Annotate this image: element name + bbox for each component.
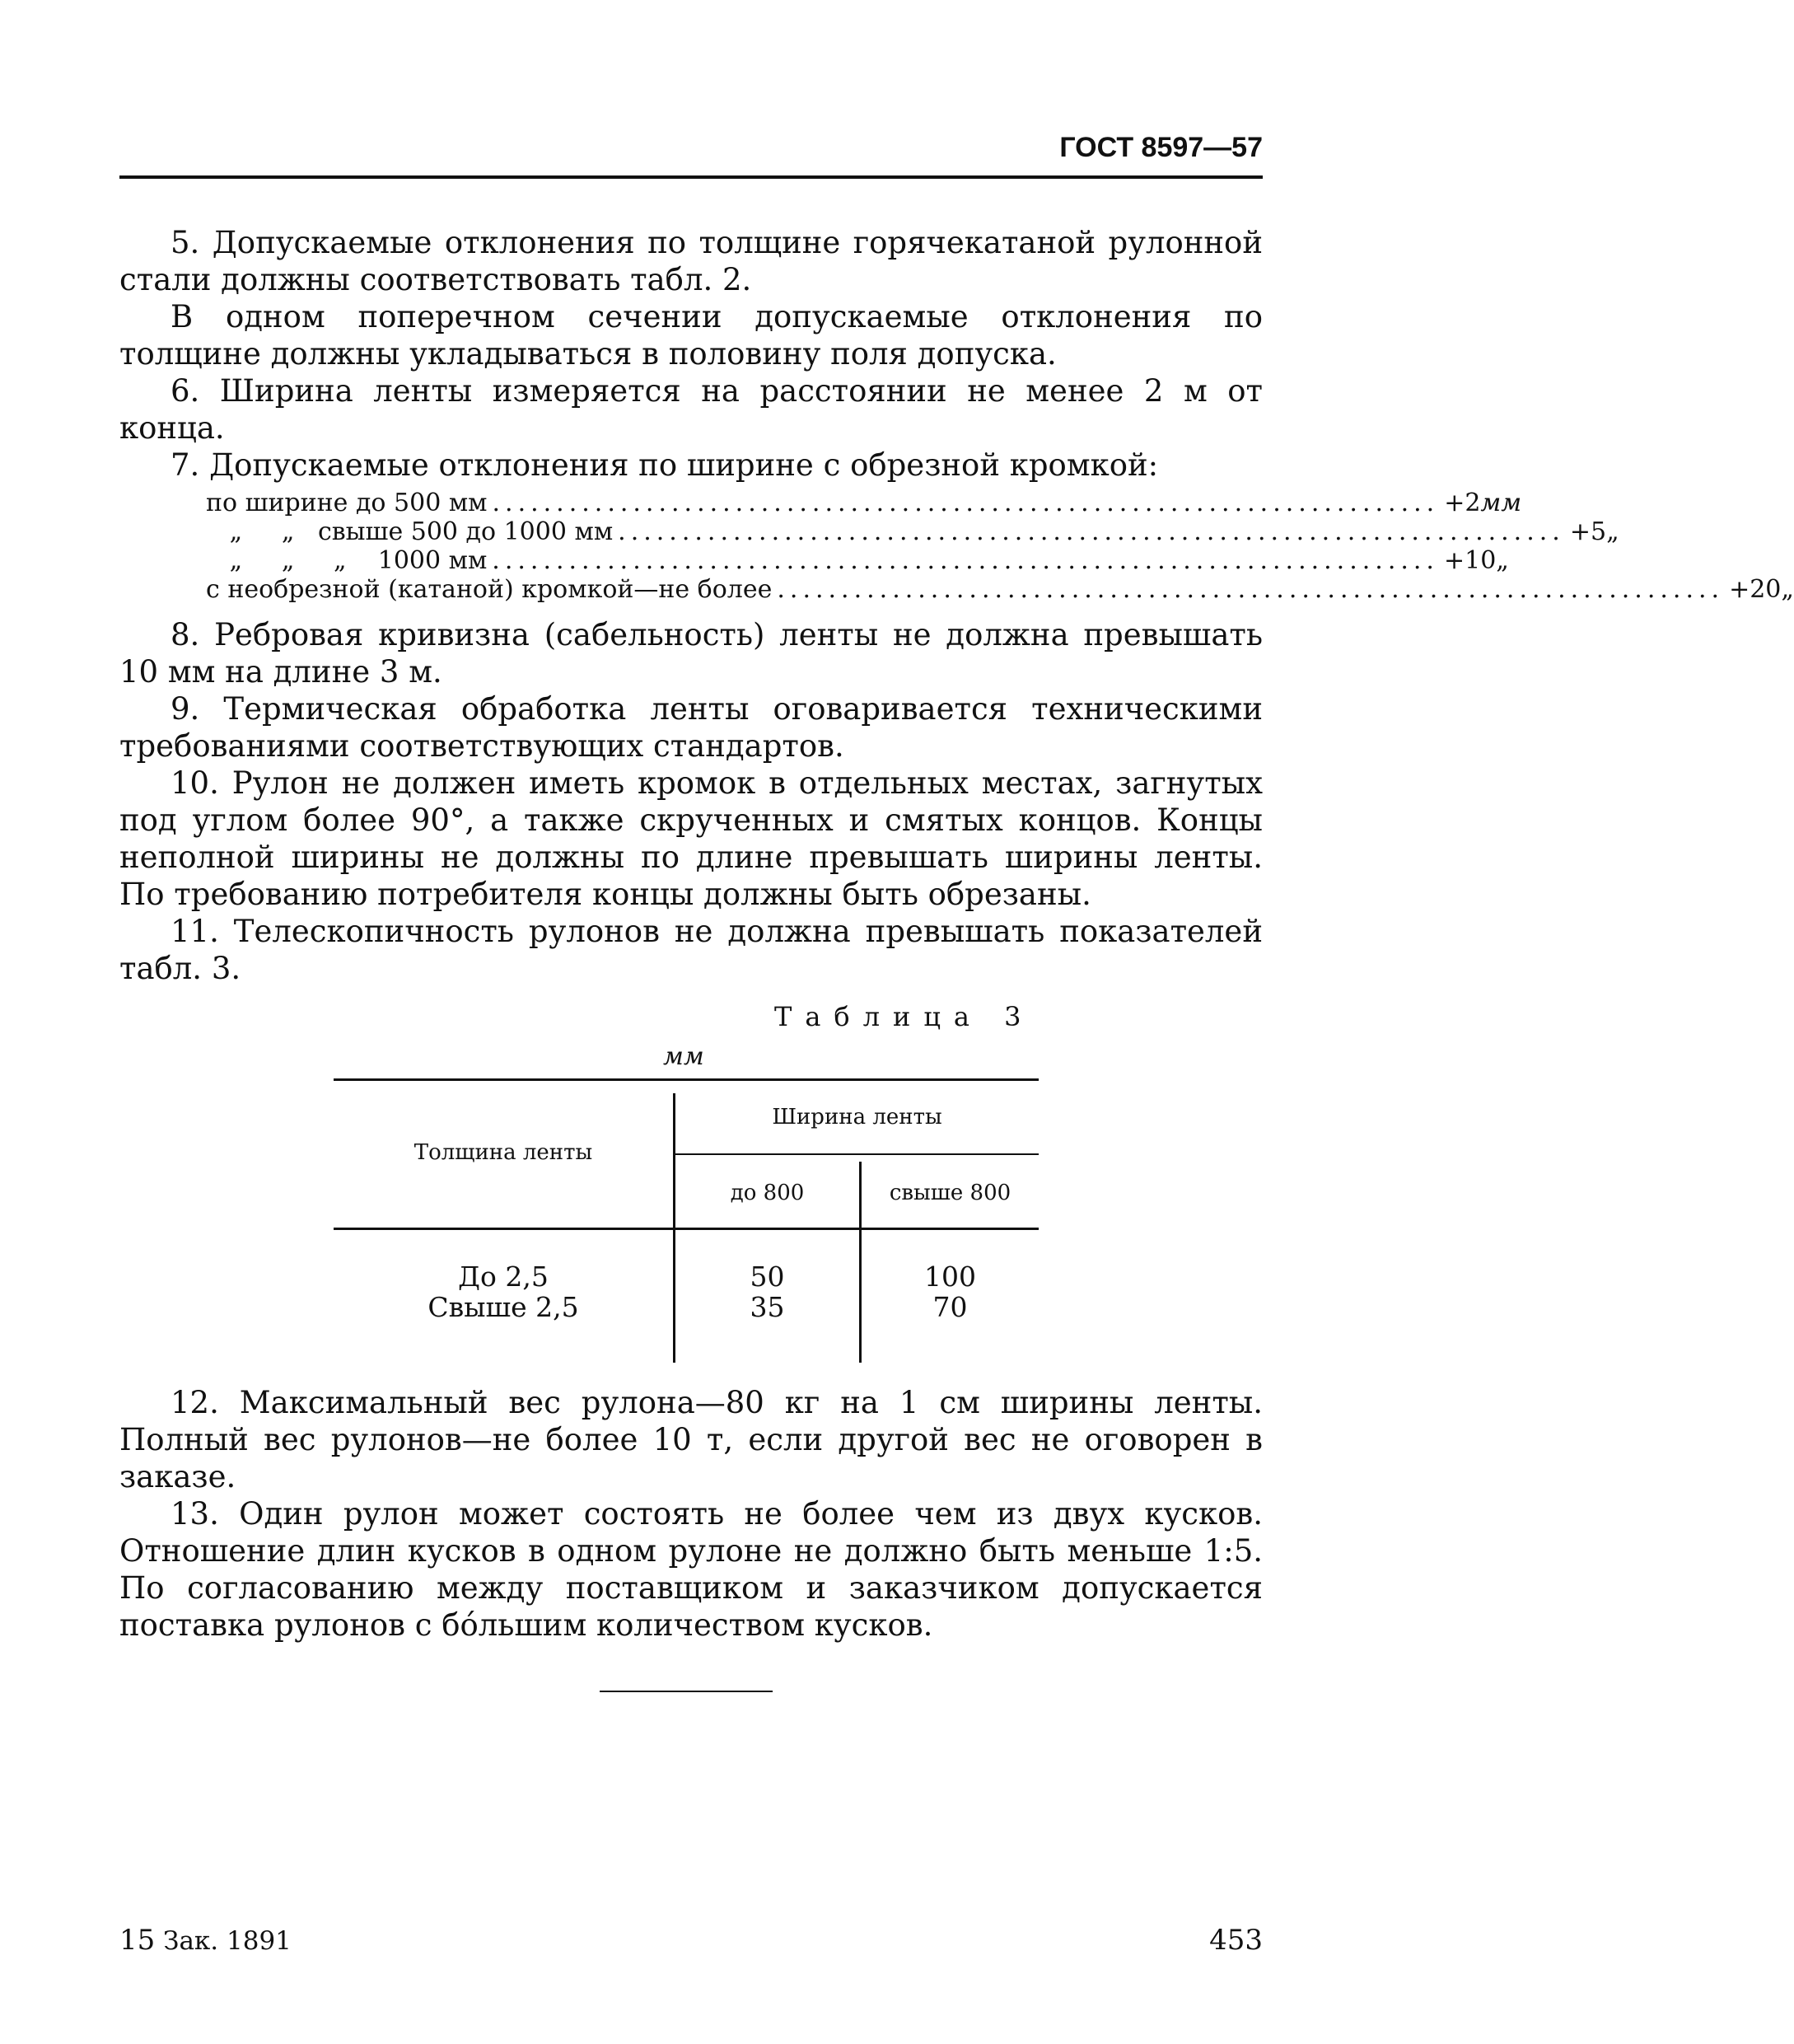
end-rule bbox=[600, 1691, 773, 1692]
tolerance-unit: „ bbox=[1606, 517, 1619, 546]
paragraph-11: 11. Телескопичность рулонов не должна превышать показателей табл. 3. bbox=[119, 914, 1263, 986]
tolerance-row bbox=[206, 546, 1509, 575]
tolerance-value: +2 bbox=[1444, 489, 1481, 517]
paragraph-6: 6. Ширина ленты измеряется на расстоянии не менее 2 м от конца. bbox=[119, 373, 1263, 446]
tolerance-value: +5 bbox=[1569, 517, 1607, 546]
table-caption: Таблица 3 bbox=[774, 1001, 1035, 1032]
order-number: 15 bbox=[119, 1924, 156, 1957]
page-header bbox=[119, 132, 1263, 181]
text-block-bottom bbox=[119, 1384, 1263, 1644]
dot-leader: .......................................................................... bbox=[492, 546, 1439, 575]
table-unit: мм bbox=[663, 1042, 704, 1071]
table-3 bbox=[334, 1078, 1039, 1363]
paragraph-7: 7. Допускаемые отклонения по ширине с обрезной кромкой: bbox=[171, 447, 1159, 483]
tolerance-value: +10 bbox=[1443, 546, 1497, 575]
dot-leader: .......................................................................... bbox=[492, 489, 1440, 517]
table-top-rule bbox=[334, 1078, 1039, 1081]
paragraph-10: 10. Рулон не должен иметь кромок в отдельных местах, загнутых под углом более 90°, а также скрученных и смятых концов. Концы неполной ширины не должны по длине превышать ширины ленты. По требованию потребителя концы должны быть обрезаны. bbox=[119, 765, 1263, 912]
footer-order bbox=[119, 1924, 292, 1957]
table-cell-upto: 50 bbox=[750, 1261, 785, 1293]
paragraph-13: 13. Один рулон может состоять не более чем из двух кусков. Отношение длин кусков в одном рулоне не должно быть меньше 1:5. По согласованию между поставщиком и заказчиком допускается поставка рулонов с бо́льшим количеством кусков. bbox=[119, 1496, 1263, 1643]
text-block-top bbox=[119, 224, 1263, 484]
subheader-upto-800: до 800 bbox=[730, 1181, 805, 1205]
dot-leader: .......................................................................... bbox=[777, 575, 1725, 604]
tolerance-unit: мм bbox=[1480, 489, 1522, 517]
paragraph-12: 12. Максимальный вес рулона—80 кг на 1 см ширины ленты. Полный вес рулонов—не более 10 т, если другой вес не оговорен в заказе. bbox=[119, 1385, 1263, 1494]
order-text: Зак. 1891 bbox=[163, 1926, 292, 1956]
tolerance-row bbox=[206, 575, 1794, 604]
table-header-rule bbox=[334, 1228, 1039, 1230]
table-cell-over: 70 bbox=[932, 1291, 968, 1323]
paragraph-5: 5. Допускаемые отклонения по толщине горячекатаной рулонной стали должны соответствовать табл. 2. bbox=[119, 225, 1263, 297]
column-header-width: Ширина ленты bbox=[772, 1105, 942, 1130]
tolerance-value: +20 bbox=[1729, 575, 1782, 604]
table-cell-thickness: Свыше 2,5 bbox=[427, 1291, 579, 1323]
table-cell-thickness: До 2,5 bbox=[458, 1261, 549, 1293]
text-block-middle bbox=[119, 616, 1263, 987]
header-rule bbox=[119, 175, 1263, 179]
tolerance-label: „ „ „ 1000 мм bbox=[206, 546, 488, 575]
tolerance-list bbox=[206, 489, 1794, 604]
tolerance-label: с необрезной (катаной) кромкой—не более bbox=[206, 575, 773, 604]
tolerance-row bbox=[206, 489, 1522, 517]
table-cell-over: 100 bbox=[924, 1261, 976, 1293]
tolerance-label: „ „ свыше 500 до 1000 мм bbox=[206, 517, 614, 546]
document-code: ГОСТ 8597—57 bbox=[1059, 132, 1263, 163]
column-header-thickness: Толщина ленты bbox=[413, 1140, 593, 1165]
tolerance-row bbox=[206, 517, 1619, 546]
table-cell-upto: 35 bbox=[750, 1291, 785, 1323]
subheader-over-800: свыше 800 bbox=[889, 1181, 1011, 1205]
tolerance-label: по ширине до 500 мм bbox=[206, 489, 488, 517]
tolerance-unit: „ bbox=[1496, 546, 1509, 575]
tolerance-unit: „ bbox=[1781, 575, 1794, 604]
paragraph-9: 9. Термическая обработка ленты оговаривается техническими требованиями соответствующих стандартов. bbox=[119, 691, 1263, 764]
table-subheader-rule bbox=[674, 1153, 1039, 1155]
paragraph-8: 8. Ребровая кривизна (сабельность) ленты не должна превышать 10 мм на длине 3 м. bbox=[119, 617, 1263, 690]
dot-leader: .......................................................................... bbox=[618, 517, 1565, 546]
page-number: 453 bbox=[1209, 1924, 1263, 1957]
paragraph-5-continued: В одном поперечном сечении допускаемые отклонения по толщине должны укладываться в половину поля допуска. bbox=[119, 299, 1263, 372]
